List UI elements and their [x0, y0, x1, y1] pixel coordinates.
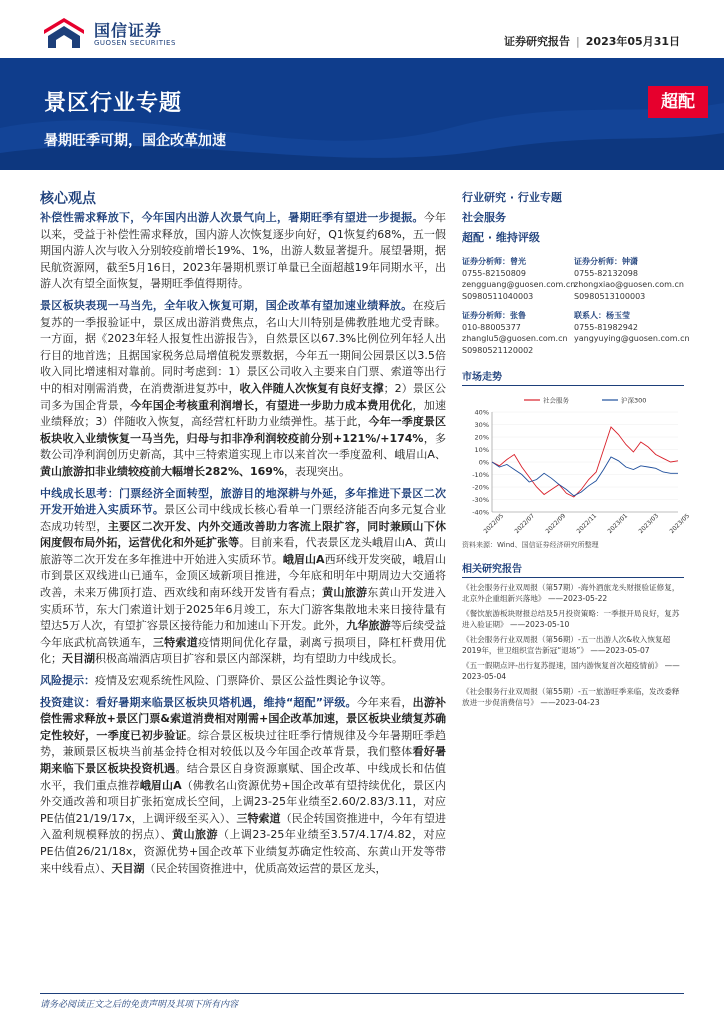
rating-line: 超配 · 维持评级 — [462, 231, 540, 244]
analyst-phone: 0755-82150809 — [462, 268, 526, 278]
report-title: 景区行业专题 — [44, 91, 183, 116]
rating-badge: 超配 — [648, 86, 708, 118]
analyst-phone: 010-88005377 — [462, 322, 521, 332]
x-tick-label: 2022/09 — [544, 512, 568, 536]
paragraph-heading: 投资建议：看好暑期来临景区板块贝塔机遇，维持“超配”评级。 — [40, 695, 357, 709]
bold-text: 三特索道 — [236, 811, 281, 825]
paragraph-scenic-sector — [40, 298, 446, 481]
bold-text: 黄山旅游 — [172, 828, 218, 842]
page-header — [0, 0, 724, 58]
analyst-card — [462, 256, 574, 302]
report-type-line — [504, 33, 680, 49]
bold-text: 主要区二次开发、内外交通改善助力客流上限扩容，同时兼顾山下休闲度假布局外拓，运营优化和外延扩张等 — [40, 519, 447, 550]
y-tick-label: -10% — [472, 471, 489, 479]
analyst-role: 证券分析师： — [462, 311, 510, 320]
chart-source: 资料来源：Wind、国信证券经济研究所整理 — [462, 541, 599, 549]
bold-text: 看好暑期来临下景区板块投资机遇 — [40, 745, 447, 775]
report-subtitle: 暑期旺季可期，国企改革加速 — [44, 133, 226, 149]
analyst-phone: 0755-81982942 — [574, 322, 638, 332]
paragraph-text: 。综合景区板块过往旺季行情规律及今年暑期旺季趋势，兼顾景区板块当前基金持仓相对较低以及今年国企改革背景，我们整体 — [40, 728, 447, 759]
paragraph-text: （上调23-25年业绩至3.57/4.17/4.82，对应PE估值26/21/18x，资源优势+国企改革下业绩复苏确定性较高、东黄山开发等带来中线看点）、 — [40, 828, 447, 875]
paragraph-text: 等后续受益今年底武杭高铁通车， — [40, 619, 447, 649]
bold-text: 天目湖 — [62, 652, 95, 666]
paragraph-heading: 补偿性需求释放下，今年国内出游人次景气向上，暑期旺季有望进一步提振。 — [40, 211, 424, 224]
paragraph-text: ，表现突出。 — [283, 464, 350, 478]
legend-label: 社会服务 — [543, 396, 569, 405]
analyst-role: 证券分析师： — [574, 257, 622, 266]
guosen-logo-icon — [44, 18, 84, 48]
report-category: 行业研究 · 行业专题 — [462, 191, 562, 204]
analyst-email[interactable]: yangyuying@guosen.com.cn — [574, 334, 690, 343]
bold-text: 黄山旅游 — [321, 586, 368, 600]
x-tick-label: 2022/07 — [513, 512, 537, 536]
y-tick-label: 40% — [474, 408, 489, 417]
related-report-item[interactable]: 《社会服务行业双周报（第56期）-五一出游人次&收入恢复超2019年，世卫组织宣告新冠“退场”》 ——2023-05-07 — [462, 635, 671, 655]
analyst-cert: S0980513100003 — [574, 291, 646, 301]
paragraph-text: （民企转国资推进中，今年有望进入盈利规模释放的拐点）、 — [40, 811, 446, 842]
report-date: 2023年05月31日 — [585, 35, 680, 48]
paragraph-text: 疫情及宏观系统性风险、门票降价、景区公益性舆论争议等。 — [95, 674, 392, 688]
x-tick-label: 2023/03 — [637, 512, 661, 536]
related-report-item[interactable]: 《社会服务行业双周报（第57期）-海外酒旅龙头财报验证修复，北京外企重组新兴落地》 ——2023-05-22 — [462, 583, 680, 603]
paragraph-text: 今年以来，受益于补偿性需求释放，国内游人次恢复逐步向好，Q1恢复约68%，五一假期国内游人次与收入分别较疫前增长19%、1%，出游人数显著提升。展望暑期，据民航资源网，截至5月16日，2023年暑期机票订单量已全面超越19年同期水平，出游人次有望全面恢复，暑期旺季值得期待。 — [40, 211, 447, 291]
bold-text: 黄山旅游扣非业绩较疫前大幅增长282%、169% — [40, 464, 284, 478]
y-tick-label: 0% — [478, 458, 489, 467]
paragraph-text: 积极高端酒店项目扩容和景区内部深耕，均有望助力中线成长。 — [95, 652, 403, 666]
paragraph-investment — [40, 695, 446, 878]
y-tick-label: 10% — [474, 446, 489, 454]
paragraph-heading: 景区板块表现一马当先，全年收入恢复可期，国企改革有望加速业绩释放。 — [40, 298, 413, 312]
y-tick-label: -40% — [472, 508, 489, 517]
analyst-cert: S0980511040003 — [462, 291, 534, 301]
y-tick-label: 30% — [474, 421, 489, 429]
analyst-role: 联系人： — [574, 311, 606, 320]
analyst-card — [574, 310, 690, 356]
bold-text: 九华旅游 — [346, 619, 391, 633]
market-trend-title: 市场走势 — [462, 368, 684, 386]
paragraph-risk — [40, 673, 446, 690]
analyst-name: 张鲁 — [510, 311, 526, 320]
paragraph-text: 在疫后复苏的一季报验证中，景区成出游消费焦点，名山大川特别是佛教胜地尤受青睐。一方面，据《2023年轻人报复性出游报告》，自然景区以67.3%比例位列年轻人出行目的地首选；且据国家税务总局增值税发票数据，今年五一期间公园景区以3.5倍收入同比增速相对靠前。同时考虑到：1）景区公司收入主要来自门票、索道等出行中的相对刚需消费，在消费渐进复苏中， — [40, 298, 447, 395]
brand-name-cn: 国信证券 — [94, 21, 163, 40]
market-trend-chart — [462, 390, 692, 536]
bold-text: 峨眉山A — [139, 778, 182, 792]
title-banner — [0, 58, 724, 170]
analyst-list — [462, 256, 690, 356]
report-type: 证券研究报告 — [504, 35, 571, 48]
related-report-item[interactable]: 《餐饮旅游板块财报总结及5月投资策略：一季报开局良好，复苏进入验证期》 ——2023-05-10 — [462, 609, 680, 629]
analyst-card — [574, 256, 684, 302]
market-trend-svg — [462, 390, 692, 536]
x-tick-label: 2023/01 — [606, 512, 630, 536]
analyst-email[interactable]: zengguang@guosen.com.cn — [462, 280, 576, 289]
related-report-item[interactable]: 《五一假期点评-出行复苏提速，国内游恢复首次超疫情前》 ——2023-05-04 — [462, 661, 680, 681]
bold-text: 三特索道 — [152, 635, 199, 649]
series-line-csi300 — [492, 457, 678, 496]
bold-text: 峨眉山A — [282, 552, 325, 566]
analyst-name: 杨玉莹 — [606, 311, 630, 320]
related-reports — [462, 560, 684, 708]
section-title-core-views: 核心观点 — [40, 191, 96, 207]
paragraph-heading: 风险提示： — [40, 674, 95, 688]
x-tick-label: 2023/05 — [668, 512, 692, 536]
guosen-logo — [44, 16, 224, 52]
paragraph-demand — [40, 210, 446, 293]
analyst-cert: S0980521120002 — [462, 345, 534, 355]
paragraph-text: 西环线开发突破，峨眉山市到景区双线进山已通车，金顶区域新项目推进，今年底和明年中期周边大交通将改善，未来万佛顶打造、西欢线和南环线开发皆有看点； — [40, 552, 446, 600]
divider: | — [576, 35, 580, 48]
paragraph-text: 。目前来看，代表景区龙头峨眉山A、黄山旅游等二次开发在多年推进中开始进入实质环节。 — [40, 536, 446, 566]
related-report-item[interactable]: 《社会服务行业双周报（第55期）-五一旅游旺季来临，发改委释放进一步促消费信号》 ——2023-04-23 — [462, 687, 680, 707]
paragraph-text: 东黄山开发进入实质环节，东大门索道计划于2025年6月竣工，东大门游客集散地未来日接待量有望达5万人次，有望扩容景区接待能力和加速山下开发。此外， — [40, 586, 447, 633]
paragraph-text: （民企转国资推进中，优质高效运营的景区龙头， — [144, 861, 387, 875]
legend-label: 沪深300 — [621, 396, 647, 405]
bold-text: 今年一季度景区板块收入业绩恢复一马当先，归母与扣非净利润较疫前分别+121%/+174% — [40, 415, 446, 445]
analyst-role: 证券分析师： — [462, 257, 510, 266]
paragraph-text: 疫情期间优化存量，剥离亏损项目，降杠杆费用优化； — [40, 635, 447, 666]
paragraph-heading: 中线成长思考：门票经济全面转型，旅游目的地深耕与外延，多年推进下景区二次开发开始进入实质环节。 — [40, 486, 446, 517]
paragraph-text: ，加速业绩释放；3）伴随收入恢复，高经营杠杆助力业绩弹性。基于此， — [40, 398, 447, 429]
paragraph-growth — [40, 486, 446, 669]
analyst-card — [462, 310, 574, 356]
related-reports-title: 相关研究报告 — [462, 560, 684, 578]
y-tick-label: -20% — [472, 483, 489, 492]
paragraph-text: ，多数公司净利润创历史新高，其中三特索道实现上市以来首次一季度盈利、峨眉山A、 — [40, 431, 446, 462]
y-tick-label: 20% — [474, 433, 489, 442]
brand-name-en: GUOSEN SECURITIES — [94, 39, 176, 47]
core-views-column — [40, 188, 446, 882]
analyst-email[interactable]: zhanglu5@guosen.com.cn — [462, 334, 568, 343]
footer-disclaimer: 请务必阅读正文之后的免责声明及其项下所有内容 — [40, 993, 684, 1010]
analyst-name: 钟潇 — [622, 257, 638, 266]
y-tick-label: -30% — [472, 496, 489, 504]
paragraph-text: ；2）景区公司多为国企背景， — [40, 381, 447, 412]
paragraph-text: （佛教名山资源优势+国企改革有望持续优化，景区内外交通改善和项目扩张拓宽成长空间，上调23-25年业绩至2.60/2.83/3.11，对应PE估值21/19/17x，上调评级至买入）、 — [40, 778, 447, 825]
x-tick-label: 2022/11 — [575, 512, 599, 536]
paragraph-text: 。结合景区自身资源禀赋、国企改革、中线成长和估值水平，我们重点推荐 — [40, 762, 447, 792]
sector-name: 社会服务 — [462, 211, 506, 224]
analyst-phone: 0755-82132098 — [574, 268, 638, 278]
bold-text: 今年国企考核重利润增长，有望进一步助力成本费用优化 — [130, 398, 413, 412]
sidebar-column — [462, 188, 692, 708]
bold-text: 天目湖 — [111, 861, 145, 875]
paragraph-text: 景区公司中线成长核心看单一门票经济能否向多元复合业态成功转型， — [40, 503, 447, 533]
bold-text: 出游补偿性需求释放+景区门票&索道消费相对刚需+国企改革加速，景区板块业绩复苏确定性较好，一季度已初步验证 — [40, 695, 447, 742]
analyst-email[interactable]: zhongxiao@guosen.com.cn — [574, 280, 684, 289]
x-tick-label: 2022/05 — [482, 512, 506, 536]
bold-text: 收入伴随人次恢复有良好支撑 — [239, 381, 384, 395]
analyst-name: 曾光 — [510, 257, 526, 266]
paragraph-text: 今年来看， — [356, 695, 413, 709]
